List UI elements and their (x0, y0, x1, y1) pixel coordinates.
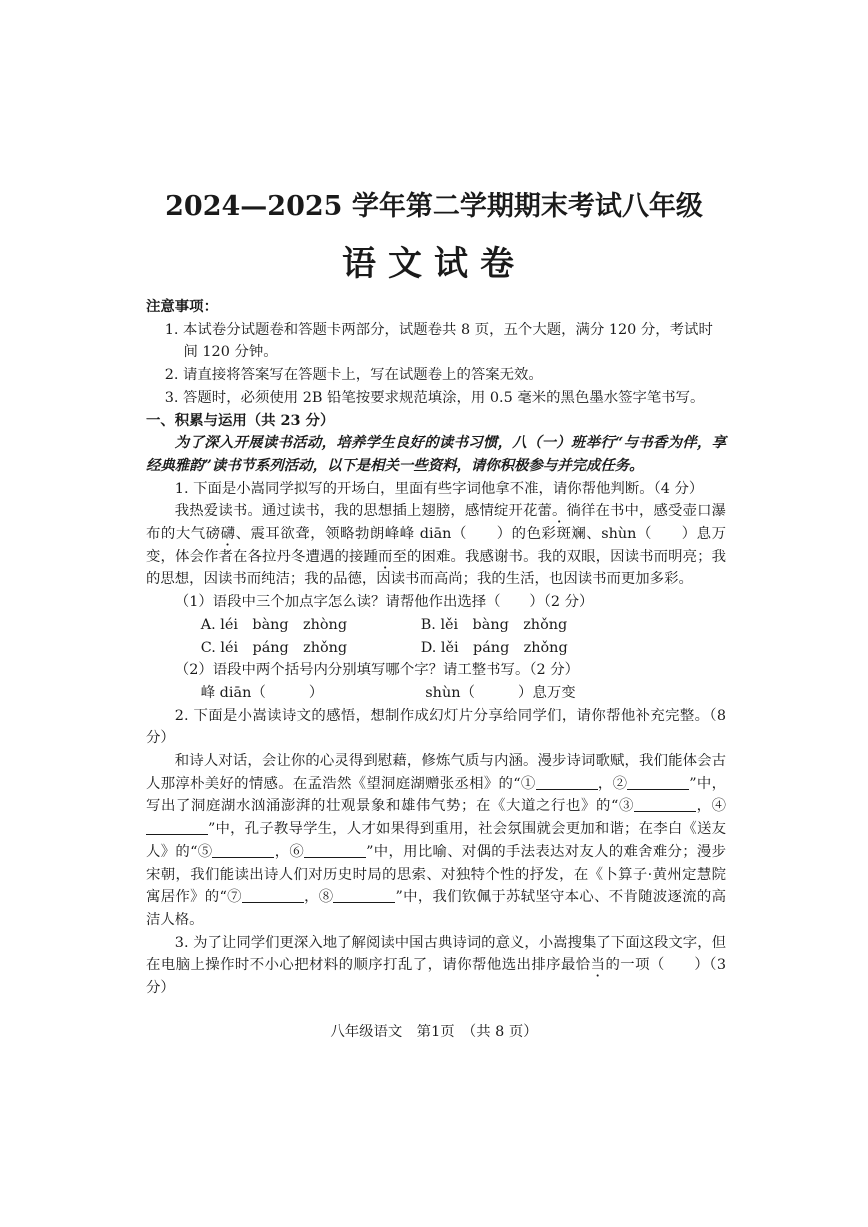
q1-passage-part: 我热爱读书。通过读书，我的思想插上翅膀，感情绽开花 (174, 503, 538, 520)
q1-passage-part: 礴、震耳欲聋，领略勃朗峰峰 diān（ ）的色彩斑斓、shùn（ ）息万变，体会作者在各拉丹冬遭遇的接 (146, 526, 726, 565)
notice-item-2: 2. 请直接将答案写在答题卡上，写在试题卷上的答案无效。 (164, 367, 543, 384)
q2-text: ，⑧ (303, 889, 334, 906)
answer-blank (333, 888, 395, 903)
q1-passage-part: 而至的困难。我感谢书。我的双眼，因读书而明亮；我的思想，因读书而纯洁；我的品德，因读书而高尚；我的生活，也因读书而更加多彩。 (146, 548, 726, 588)
notice-item-3: 3. 答题时，必须使用 2B 铅笔按要求规范填涂，用 0.5 毫米的黑色墨水签字笔书写。 (164, 389, 705, 406)
answer-blank (212, 843, 274, 858)
answer-blank (634, 797, 696, 812)
q2-text: ，⑥ (274, 843, 305, 860)
option-d: D. lěi páng zhǒng (420, 639, 568, 656)
q2-text: 和诗人对话，会让你的心灵得到慰藉，修炼气质与内涵。漫步诗词歌赋，我们能体会古人那淳朴美好的情感。在孟浩然《望洞庭湖赠张丞相》的“① (146, 753, 726, 792)
fill-blank-1: 峰 diān（ ） (200, 684, 324, 701)
q1-fill-row (146, 682, 726, 705)
q1-options-row-2 (146, 637, 726, 660)
dotted-char: 磅 (205, 526, 221, 543)
answer-blank (146, 820, 208, 835)
page-footer: 八年级语文 第1页 （共 8 页） (330, 1024, 538, 1040)
notice-item-1: 1. 本试卷分试题卷和答题卡两部分，试题卷共 8 页，五个大题，满分 120 分，考试时间 120 分钟。 (164, 321, 713, 361)
q2-text: ”中，孔子教导学生，人才如果得到重用，社会氛围就会更加和谐；在李白《送友人》的“⑤ (146, 821, 726, 860)
q2-text: ，② (597, 775, 628, 792)
fill-blank-2: shùn（ ）息万变 (425, 684, 576, 701)
q1-sub2: （2）语段中两个括号内分别填写哪个字？请工整书写。（2 分） (174, 662, 580, 679)
q1-passage-part: 。徜徉在书中，感受壶口瀑布的大气 (146, 503, 726, 543)
option-a: A. léi bàng zhòng (200, 616, 348, 633)
q2-text: ”中，我们钦佩于苏轼坚守本心、不肯随波逐流的高洁人格。 (146, 889, 727, 928)
option-c: C. léi páng zhǒng (200, 639, 348, 656)
q1-stem: 1. 下面是小嵩同学拟写的开场白，里面有些字词他拿不准，请你帮他判断。（4 分） (174, 480, 704, 497)
q3-text: 的一项（ ）（3 分） (146, 957, 726, 997)
dotted-char: 踵 (363, 548, 379, 565)
section1-intro: 为了深入开展读书活动，培养学生良好的读书习惯，八（一）班举行“与书香为伴，享经典雅韵”读书节系列活动，以下是相关一些资料，请你积极参与并完成任务。 (146, 434, 726, 474)
q3-stem (146, 932, 726, 1000)
answer-blank (304, 843, 366, 858)
answer-blank (242, 888, 304, 903)
notice-section (146, 296, 726, 1000)
exam-title: 2024—2025 学年第二学期期末考试八年级 (165, 191, 703, 222)
q2-passage (146, 750, 726, 932)
q1-passage (146, 500, 726, 591)
option-b: B. lěi bàng zhǒng (420, 616, 568, 633)
exam-subtitle: 语文试卷 (342, 244, 526, 284)
answer-blank (627, 775, 689, 790)
section1-heading: 一、积累与运用（共 23 分） (146, 411, 335, 429)
dotted-char: 蕾 (537, 503, 552, 520)
q3-text: 3. 为了让同学们更深入地了解阅读中国古典诗词的意义，小嵩搜集了下面这段文字，但在电脑上操作时不小心把材料的顺序打乱了，请你帮他选出排序 (146, 934, 726, 974)
notice-heading: 注意事项： (146, 298, 218, 315)
dotted-text: 最恰当 (560, 957, 606, 974)
q2-text: ，④ (695, 798, 726, 815)
q1-sub1: （1）语段中三个加点字怎么读？请帮他作出选择（ ）（2 分） (174, 594, 594, 611)
q2-text: ”中，写出了洞庭湖水汹涌澎湃的壮观景象和雄伟气势；在《大道之行也》的“③ (146, 775, 727, 815)
q1-options-row-1 (146, 614, 726, 637)
answer-blank (536, 775, 598, 790)
q2-text: ”中，用比喻、对偶的手法表达对友人的难舍难分；漫步宋朝，我们能读出诗人们对历史时局的思索、对独特个性的抒发，在《卜算子·黄州定慧院寓居作》的“⑦ (146, 843, 727, 906)
q2-stem: 2. 下面是小嵩读诗文的感悟，想制作成幻灯片分享给同学们，请你帮他补充完整。（8 分） (146, 707, 726, 747)
